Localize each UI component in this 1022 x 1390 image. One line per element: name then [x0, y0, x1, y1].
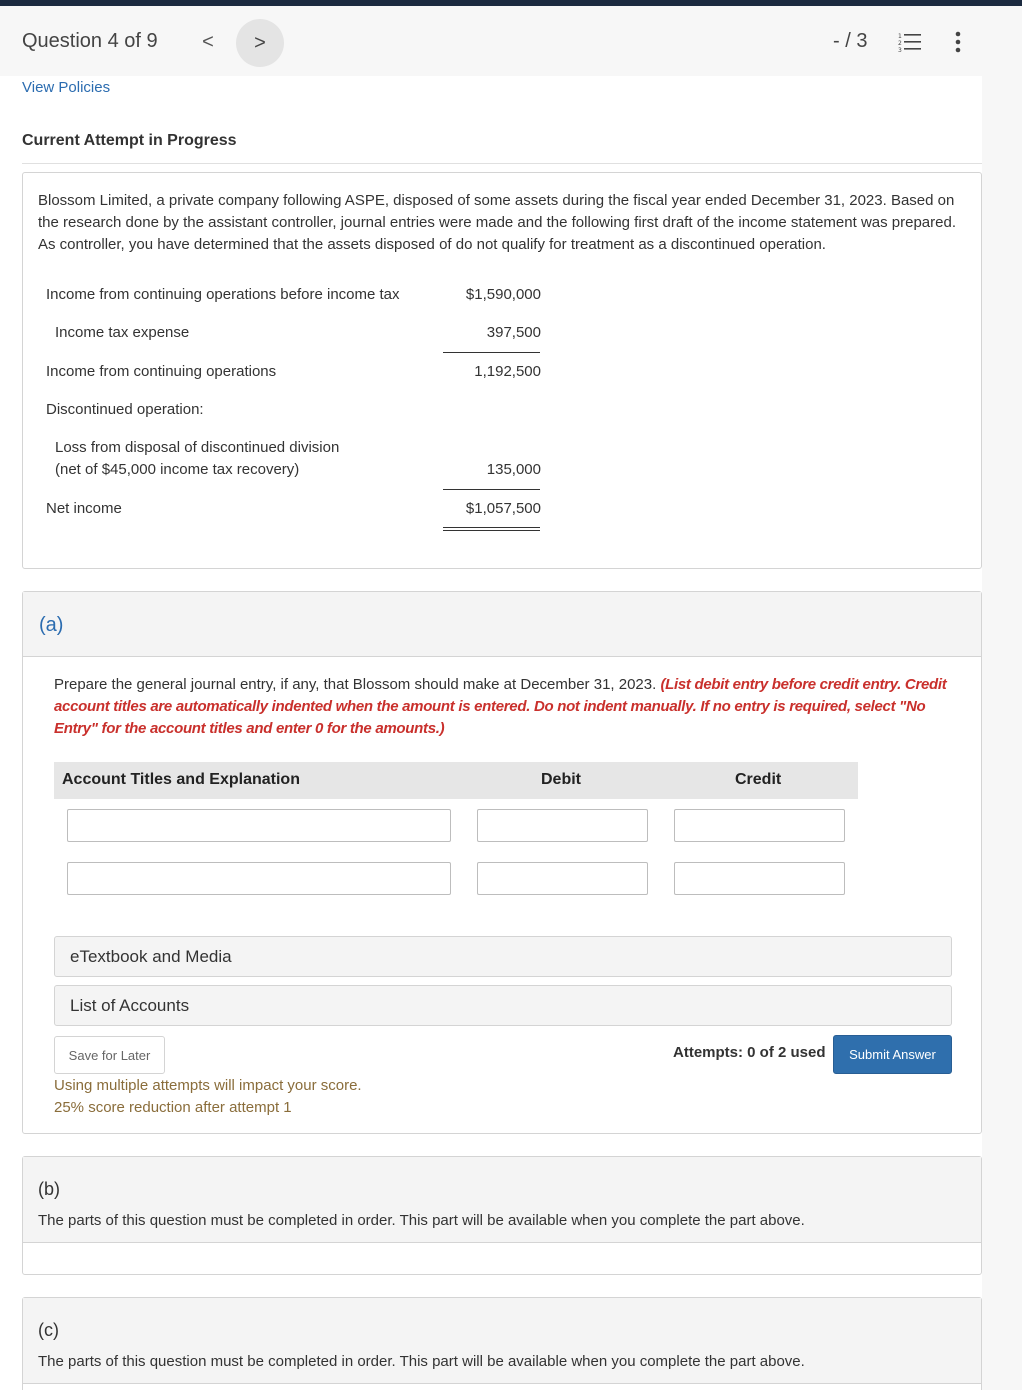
etextbook-media-panel[interactable] — [54, 936, 952, 977]
next-question-button[interactable] — [236, 19, 284, 67]
underline — [443, 352, 540, 353]
save-for-later-button[interactable]: Save for Later — [54, 1036, 165, 1074]
right-gutter — [982, 76, 1022, 1390]
numbered-list-icon[interactable] — [898, 32, 922, 52]
debit-column-header: Debit — [541, 771, 581, 788]
list-of-accounts-panel[interactable] — [54, 985, 952, 1026]
svg-text:3: 3 — [898, 47, 902, 52]
previous-question-button[interactable] — [192, 24, 224, 60]
credit-column-header: Credit — [735, 771, 782, 788]
part-c-locked-message: The parts of this question must be completed in order. This part will be available when you complete the part above. — [38, 1353, 805, 1370]
debit-input-1[interactable] — [477, 809, 648, 842]
is-amount-income-before-tax: $1,590,000 — [465, 286, 541, 303]
journal-table-header — [54, 762, 858, 799]
chevron-right-icon: > — [254, 31, 266, 54]
debit-input-2[interactable] — [477, 862, 648, 895]
instruction-text: Prepare the general journal entry, if any, that Blossom should make at December 31, 2023. — [54, 676, 657, 693]
part-c-header — [23, 1298, 981, 1384]
is-label-loss-disposal — [55, 437, 339, 481]
part-c-label: (c) — [38, 1320, 59, 1340]
part-a-box — [22, 591, 982, 1134]
credit-input-2[interactable] — [674, 862, 845, 895]
question-score: - / 3 — [833, 30, 868, 52]
part-b-label: (b) — [38, 1179, 60, 1199]
attempt-warning-line2: 25% score reduction after attempt 1 — [54, 1099, 292, 1116]
divider — [22, 163, 982, 164]
attempt-heading: Current Attempt in Progress — [22, 132, 237, 149]
is-label-net-income: Net income — [46, 500, 122, 517]
is-label-loss-disposal-line1: Loss from disposal of discontinued division — [55, 439, 340, 456]
part-a-label: (a) — [39, 614, 64, 636]
is-amount-net-income: $1,057,500 — [465, 500, 541, 517]
underline — [443, 489, 540, 490]
double-underline-bottom — [443, 530, 540, 531]
svg-text:2: 2 — [898, 40, 902, 47]
credit-input-1[interactable] — [674, 809, 845, 842]
attempts-counter: Attempts: 0 of 2 used — [673, 1044, 826, 1061]
is-label-discontinued-op: Discontinued operation: — [46, 401, 204, 418]
etextbook-media-label: eTextbook and Media — [70, 947, 232, 966]
question-title: Question 4 of 9 — [22, 30, 158, 52]
instruction-note: (List debit entry before credit entry. Credit account titles are automatically indented when the amount is entered. Do not indent manually. If no entry is required, select "No Entry" for the account titles and enter 0 for the amounts.) — [54, 676, 947, 737]
is-label-income-tax-expense: Income tax expense — [55, 324, 190, 341]
question-box — [22, 172, 982, 569]
part-b-header — [23, 1157, 981, 1243]
question-header — [0, 6, 1022, 76]
is-label-income-before-tax: Income from continuing operations before income tax — [46, 286, 400, 303]
part-a-header — [23, 592, 981, 657]
account-column-header: Account Titles and Explanation — [62, 771, 300, 788]
part-a-instruction — [54, 674, 954, 740]
is-amount-continuing-ops: 1,192,500 — [474, 363, 541, 380]
question-text: Blossom Limited, a private company following ASPE, disposed of some assets during the fiscal year ended December 31, 2023. Based on the research done by the assistant controller, journal entries were made and the following first draft of the income statement was prepared. As controller, you have determined that the assets disposed of do not qualify for treatment as a discontinued operation. — [38, 192, 956, 253]
chevron-left-icon: < — [202, 30, 214, 53]
svg-text:1: 1 — [898, 33, 902, 40]
submit-answer-button[interactable]: Submit Answer — [833, 1035, 952, 1074]
account-title-input-1[interactable] — [67, 809, 451, 842]
part-b-box — [22, 1156, 982, 1275]
account-title-input-2[interactable] — [67, 862, 451, 895]
is-amount-loss-disposal: 135,000 — [486, 461, 541, 478]
is-amount-income-tax-expense: 397,500 — [486, 324, 541, 341]
is-label-loss-disposal-line2: (net of $45,000 income tax recovery) — [55, 461, 300, 478]
part-b-locked-message: The parts of this question must be completed in order. This part will be available when you complete the part above. — [38, 1212, 805, 1229]
attempt-warning — [54, 1075, 362, 1119]
more-options-icon[interactable] — [948, 30, 968, 54]
view-policies-link[interactable]: View Policies — [22, 79, 111, 96]
list-of-accounts-label: List of Accounts — [70, 996, 190, 1015]
is-label-continuing-ops: Income from continuing operations — [46, 363, 277, 380]
double-underline-top — [443, 527, 540, 528]
part-c-box — [22, 1297, 982, 1390]
attempt-warning-line1: Using multiple attempts will impact your score. — [54, 1077, 362, 1094]
